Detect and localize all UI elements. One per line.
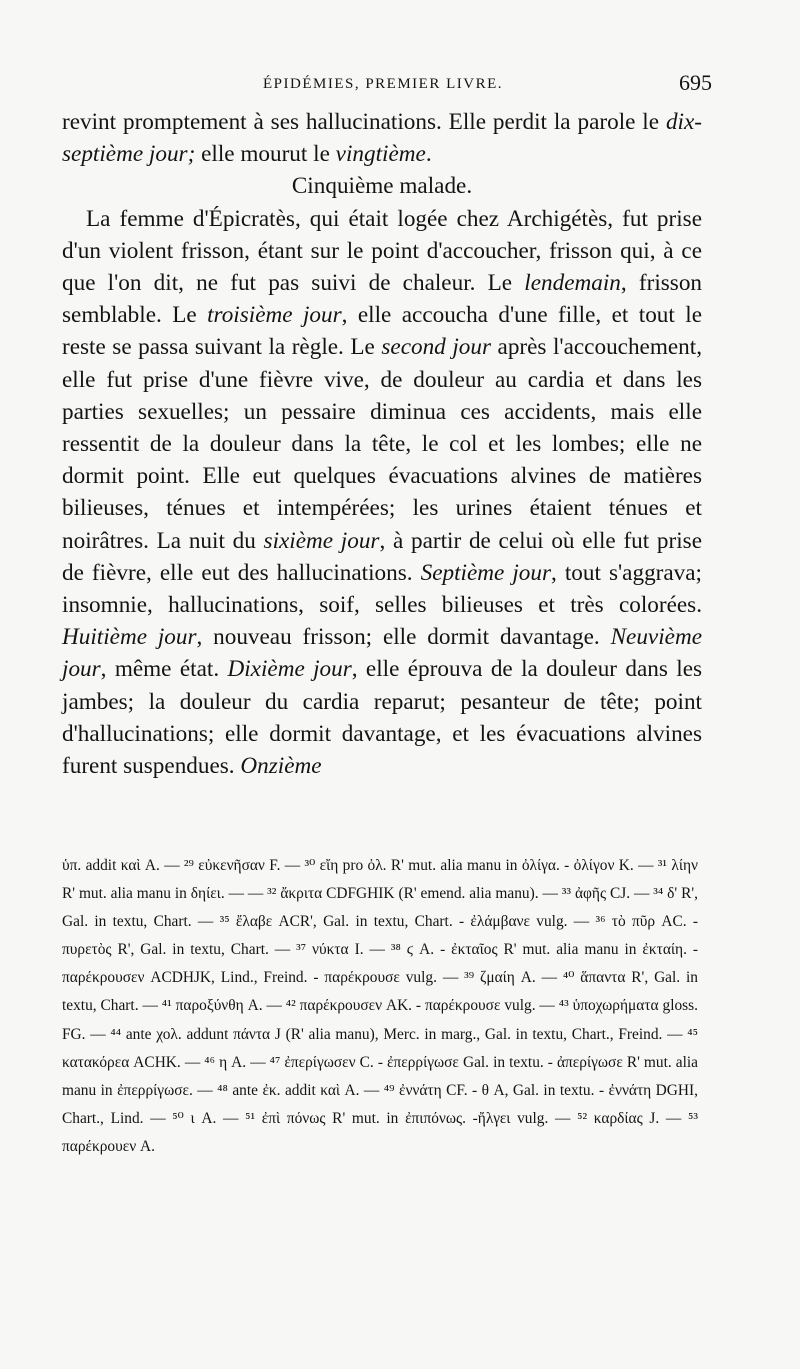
italic-run: Dixième jour	[227, 656, 352, 683]
paragraph-case	[62, 203, 702, 783]
italic-run: Septième jour	[420, 559, 552, 586]
text-run: après l'accouchement, elle fut prise d'une fièvre vive, de douleur au cardia et dans les parties sexuelles; un pessaire diminua ces accidents, mais elle ressentit de la douleur dans la tête, le col et les lombes; elle ne dormit point. Elle eut quelques évacuations alvines de matières bilieuses, ténues et intempérées; les urines étaient ténues et noirâtres. La nuit du	[62, 334, 703, 554]
italic-run: second jour	[381, 334, 491, 361]
paragraph-continuation	[62, 106, 702, 170]
footnotes-text: ὑπ. addit καὶ A. — ²⁹ εὐκενῆσαν F. — ³⁰ εἴη pro ὀλ. R' mut. alia manu in ὀλίγα. - ὀλίγον K. — ³¹ λίην R' mut. alia manu in δηίει. — — ³² ἄκριτα CDFGHIK (R' emend. alia manu). — ³³ ἀφῆς CJ. — ³⁴ δ' R', Gal. in textu, Chart. — ³⁵ ἔλαβε ACR', Gal. in textu, Chart. - ἐλάμβανε vulg. — ³⁶ τὸ πῦρ AC. - πυρετὸς R', Gal. in textu, Chart. — ³⁷ νύκτα I. — ³⁸ ϛ A. - ἐκταῖος R' mut. alia manu in ἐκταίη. - παρέκρουσεν ACDHJK, Lind., Freind. - παρέκρουσε vulg. — ³⁹ ζμαίη A. — ⁴⁰ ἅπαντα R', Gal. in textu, Chart. — ⁴¹ παροξύνθη A. — ⁴² παρέκρουσεν AK. - παρέκρουσε vulg. — ⁴³ ὑποχωρήματα gloss. FG. — ⁴⁴ ante χολ. addunt πάντα J (R' alia manu), Merc. in marg., Gal. in textu, Chart., Freind. — ⁴⁵ κατακόρεα ACHK. — ⁴⁶ η A. — ⁴⁷ ἐπερίγωσεν C. - ἐπερρίγωσε Gal. in textu. - ἀπερίγωσε R' mut. alia manu in ἐπερρίγωσε. — ⁴⁸ ante ἐκ. addit καὶ A. — ⁴⁹ ἐννάτη CF. - θ A, Gal. in textu. - ἐννάτη DGHI, Chart., Lind. — ⁵⁰ ι A. — ⁵¹ ἐπὶ πόνως R' mut. in ἐπιπόνως. -ἤλγει vulg. — ⁵² καρδίας J. — ⁵³ παρέκρουεν A.	[62, 857, 698, 1155]
page-header	[62, 70, 712, 102]
italic-run: vingtième	[335, 141, 426, 168]
text-run: La femme d'Épicratès, qui était logée chez Archigétès, fut prise d'un violent frisson, étant sur le point d'accoucher, frisson qui, à ce que l'on dit, ne fut pas suivi de chaleur. Le	[62, 205, 702, 297]
text-run: , à partir de celui où elle fut prise de fièvre, elle eut des hallucinations.	[62, 527, 703, 586]
main-text	[62, 106, 702, 782]
text-run: , elle éprouva de la douleur dans les jambes; la douleur du cardia reparut; pesanteur de tête; point d'hallucinations; elle dormit davantage, et les évacuations alvines furent suspendues.	[62, 656, 703, 780]
text-run: , elle accoucha d'une fille, et tout le reste se passa suivant la règle. Le	[62, 302, 702, 361]
italic-run: sixième jour	[263, 527, 380, 554]
italic-run: Neuvième jour	[62, 624, 702, 683]
text-run: .	[425, 141, 432, 168]
text-run: , frisson semblable. Le	[62, 270, 703, 329]
text-run: revint promptement à ses hallucinations. Elle perdit la parole le	[62, 109, 666, 135]
running-title: ÉPIDÉMIES, PREMIER LIVRE.	[263, 76, 503, 92]
footnotes	[62, 852, 698, 1161]
italic-run: Huitième jour	[62, 624, 197, 651]
text-run: , nouveau frisson; elle dormit davantage.	[196, 624, 611, 651]
italic-run: Onzième	[240, 753, 322, 780]
italic-run: dix-septième jour;	[62, 109, 702, 168]
text-run: , même état.	[100, 656, 228, 683]
text-run: , tout s'aggrava; insomnie, hallucinations, soif, selles bilieuses et très colorées.	[62, 559, 702, 619]
page-number: 695	[679, 70, 712, 95]
section-heading: Cinquième malade.	[291, 173, 473, 200]
italic-run: lendemain	[524, 270, 621, 297]
italic-run: troisième jour	[207, 302, 342, 329]
text-run: elle mourut le	[195, 141, 336, 168]
